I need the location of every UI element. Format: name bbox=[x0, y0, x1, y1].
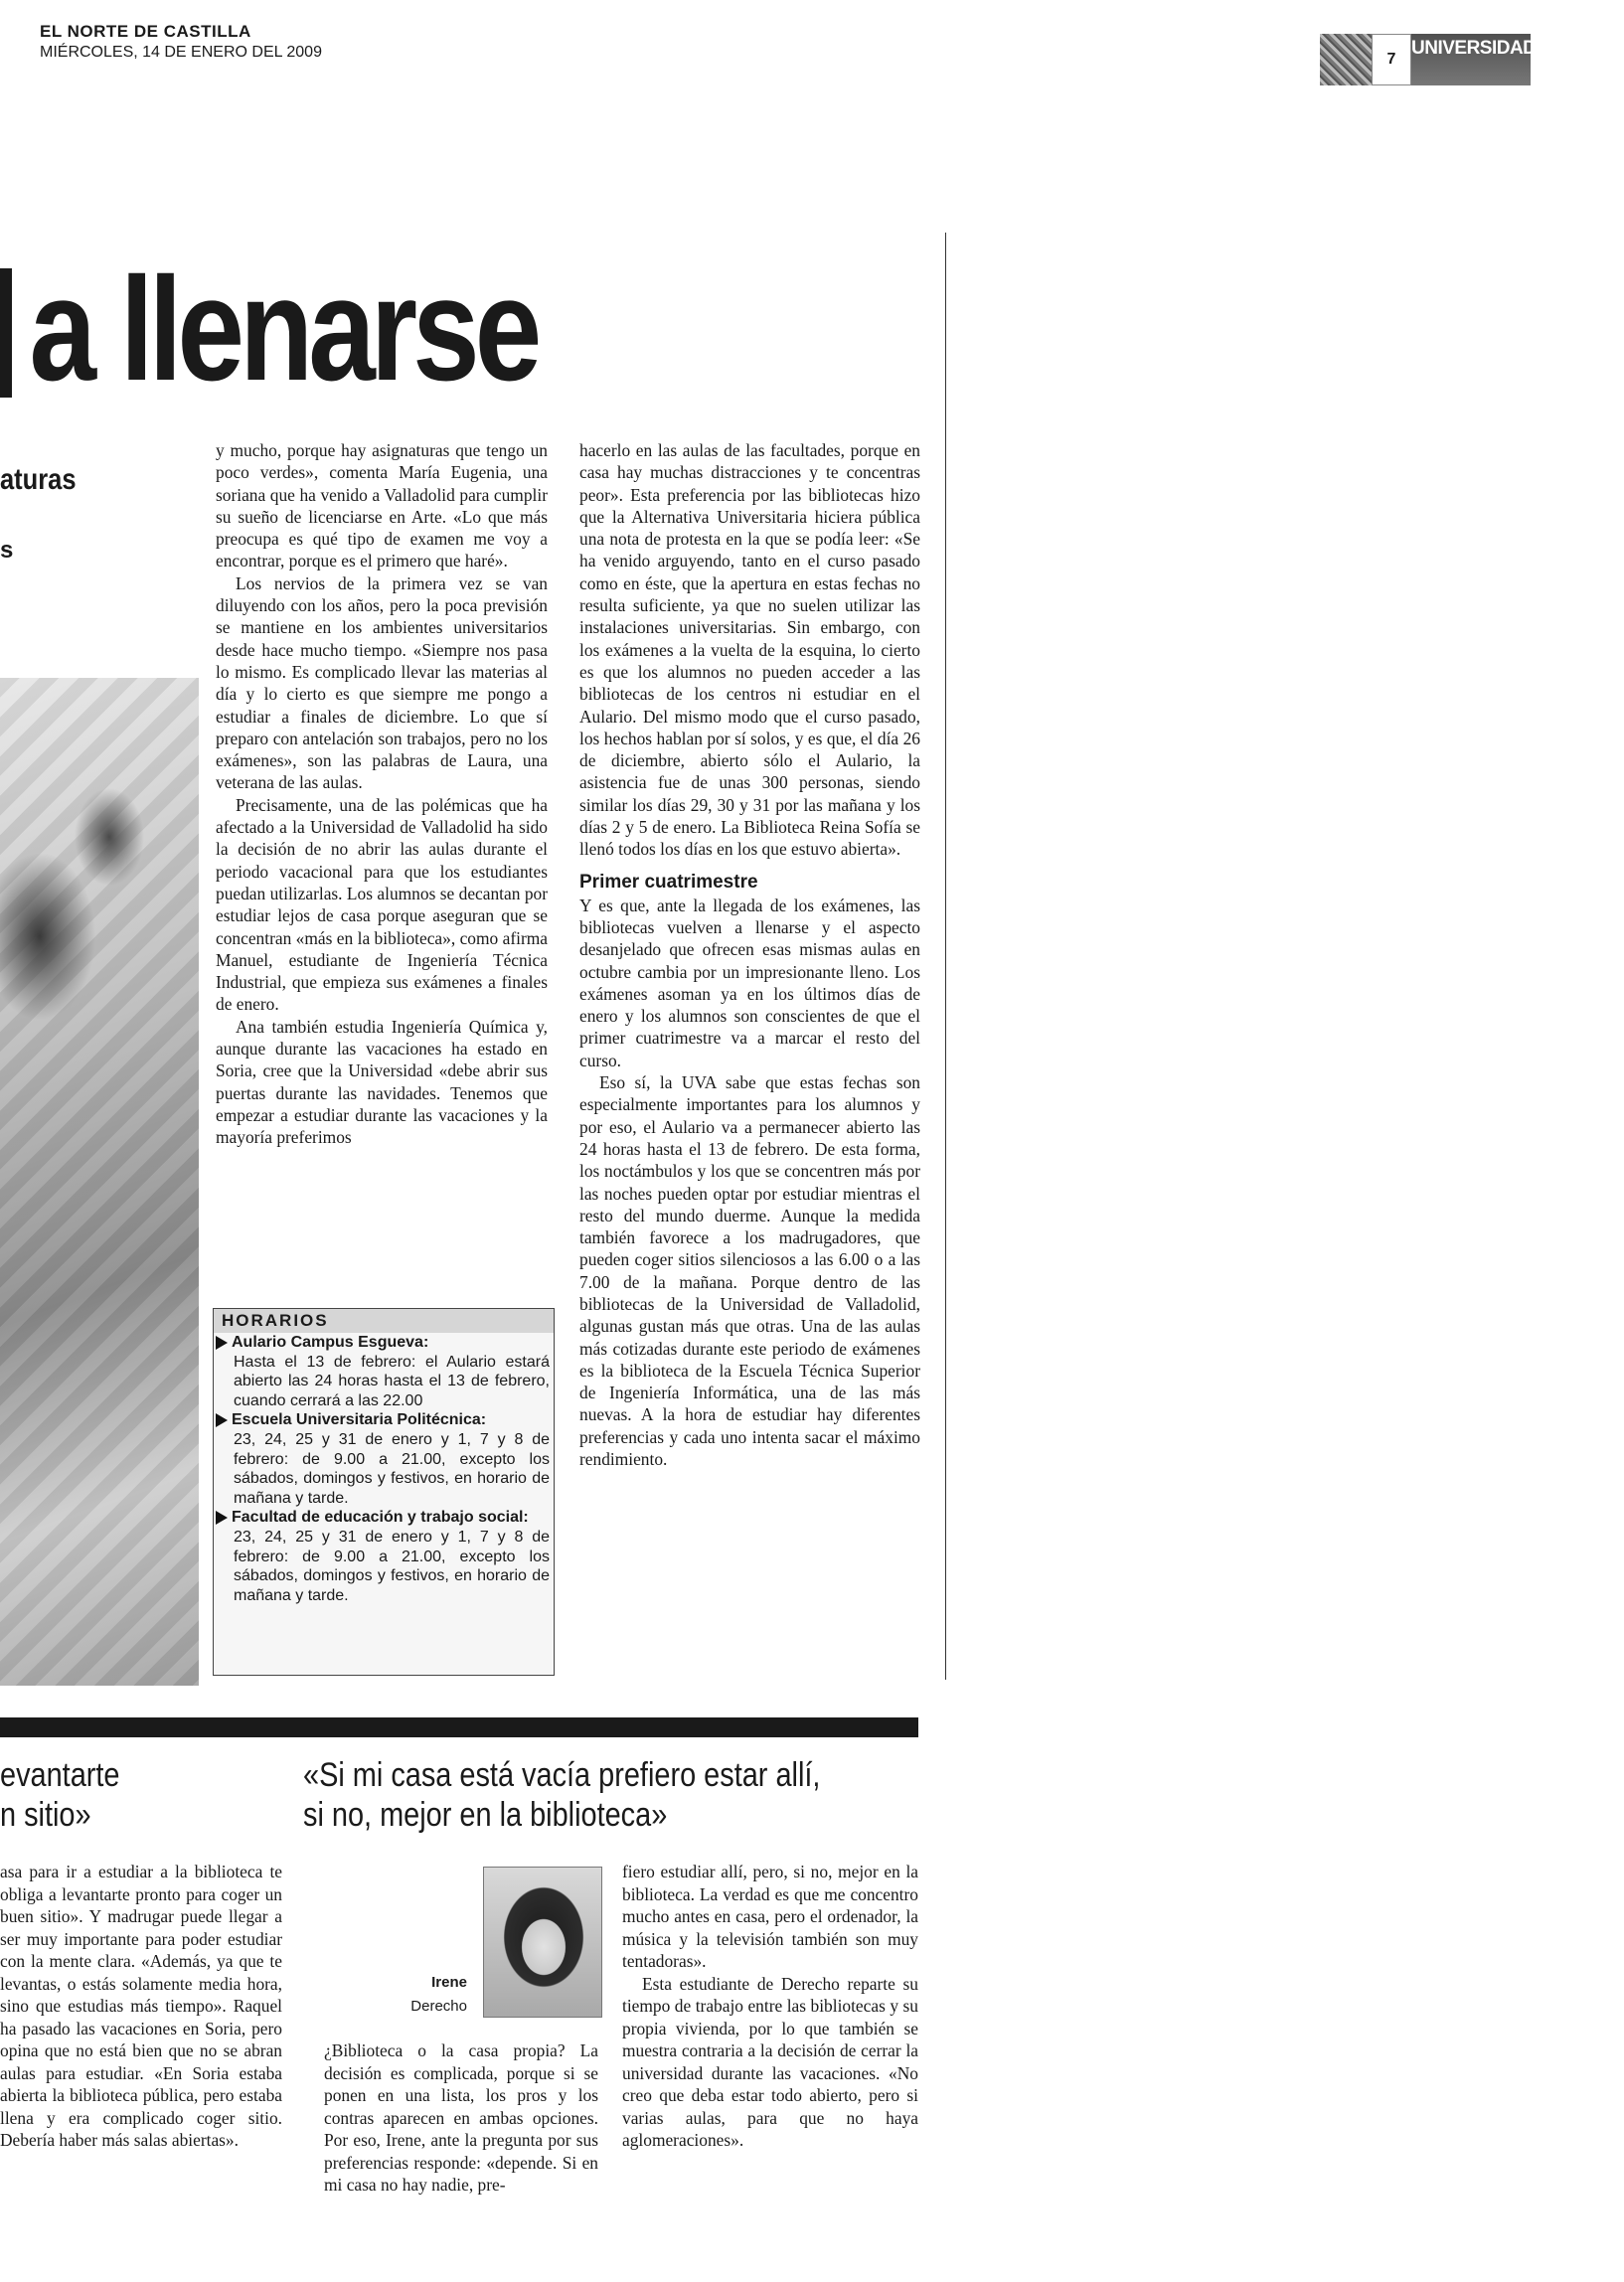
lower-column-2 bbox=[324, 2039, 598, 2197]
paragraph: Los nervios de la primera vez se van diluyendo con los años, pero la poca previsión se mantiene en los ambientes universitarios desde hace mucho tiempo. «Siempre nos pasa lo mismo. Es complicado llevar las materias al día y lo cierto es que siempre me pongo a estudiar a finales de diciembre. Lo que sí preparo con antelación son trabajos, pero no los exámenes», son las palabras de Laura, una veterana de las aulas. bbox=[216, 572, 548, 793]
paragraph: y mucho, porque hay asignaturas que tengo un poco verdes», comenta María Eugenia, una soriana que ha venido a Valladolid para cumplir su sueño de licenciarse en Arte. «Lo que más preocupa es qué tipo de examen me voy a encontrar, porque es el primero que haré». bbox=[216, 440, 548, 571]
horario-title: Facultad de educación y trabajo social: bbox=[232, 1509, 529, 1527]
section-label: UNIVERSIDAD bbox=[1411, 34, 1531, 85]
pull-quote-line: si no, mejor en la biblioteca» bbox=[303, 1796, 668, 1834]
portrait-caption-name: Irene bbox=[431, 1974, 467, 1991]
article-column-1 bbox=[216, 439, 548, 1149]
horario-entry bbox=[214, 1508, 554, 1605]
paragraph: ¿Biblioteca o la casa propia? La decisión es complicada, porque si se ponen en una lista, los pros y los contras aparecen en ambas opciones. Por eso, Irene, ante la pregunta por sus preferencias responde: «depende. Si en mi casa no hay nadie, pre- bbox=[324, 2040, 598, 2195]
subhead-fragment: aturas bbox=[0, 463, 77, 496]
issue-date: MIÉRCOLES, 14 DE ENERO DEL 2009 bbox=[40, 44, 322, 61]
pull-quote-line: n sitio» bbox=[0, 1796, 91, 1834]
student-photo bbox=[0, 678, 199, 1686]
horario-entry bbox=[214, 1333, 554, 1410]
lower-column-3 bbox=[622, 1861, 918, 2152]
paragraph: Precisamente, una de las polémicas que ha afectado a la Universidad de Valladolid ha sido la decisión de no abrir las aulas durante el periodo vacacional para que los estudiantes puedan utilizarlas. Los alumnos se decantan por estudiar lejos de casa porque aseguran que se concentran «más en la biblioteca», como afirma Manuel, estudiante de Ingeniería Técnica Industrial, que empieza sus exámenes a finales de enero. bbox=[216, 794, 548, 1015]
horarios-title: HORARIOS bbox=[214, 1309, 554, 1333]
horarios-box bbox=[213, 1308, 555, 1676]
arrow-right-icon bbox=[216, 1413, 228, 1427]
portrait-caption-role: Derecho bbox=[410, 1998, 467, 2015]
arrow-right-icon bbox=[216, 1336, 228, 1350]
paragraph: fiero estudiar allí, pero, si no, mejor en la biblioteca. La verdad es que me concentro mucho antes en casa, pero el ordenador, la música y la televisión también son muy tentadoras». bbox=[622, 1862, 918, 1971]
horario-title: Aulario Campus Esgueva: bbox=[232, 1334, 429, 1351]
lower-column-1 bbox=[0, 1861, 282, 2152]
paragraph: Esta estudiante de Derecho reparte su tiempo de trabajo entre las bibliotecas y su propia vivienda, por lo que también se muestra contraria a la decisión de cerrar la universidad durante las vacaciones. «No creo que deba estar todo abierto, pero si varias aulas, para que no haya aglomeraciones». bbox=[622, 1973, 918, 2150]
pull-quote-line: evantarte bbox=[0, 1756, 120, 1794]
section-subhead: Primer cuatrimestre bbox=[579, 871, 758, 893]
arrow-right-icon bbox=[216, 1511, 228, 1525]
paragraph: Y es que, ante la llegada de los exámenes, las bibliotecas vuelven a llenarse y el aspecto desanjelado que ofrecen esas mismas aulas en octubre cambia por un impresionante lleno. Los exámenes asoman ya en los últimos días de enero y los alumnos son conscientes de que el primer cuatrimestre va a marcar el resto del curso. bbox=[579, 895, 920, 1070]
horario-desc: 23, 24, 25 y 31 de enero y 1, 7 y 8 de febrero: de 9.00 a 21.00, excepto los sábados, domingos y festivos, en horario de mañana y tarde. bbox=[234, 1430, 550, 1507]
section-divider-bar bbox=[0, 1717, 918, 1737]
article-column-2 bbox=[579, 439, 920, 1470]
horario-entry bbox=[214, 1410, 554, 1508]
headline bbox=[0, 247, 538, 411]
horario-desc: 23, 24, 25 y 31 de enero y 1, 7 y 8 de febrero: de 9.00 a 21.00, excepto los sábados, domingos y festivos, en horario de mañana y tarde. bbox=[234, 1528, 550, 1604]
pull-quote-left bbox=[0, 1755, 120, 1835]
horario-title: Escuela Universitaria Politécnica: bbox=[232, 1411, 487, 1429]
paragraph: Eso sí, la UVA sabe que estas fechas son especialmente importantes para los alumnos y por eso, el Aulario va a permanecer abierto las 24 horas hasta el 13 de febrero. De esta forma, los noctámbulos y los que se concentren más por las noches pueden optar por estudiar mientras el resto del mundo duerme. Aunque la medida también favorece a los madrugadores, que pueden coger sitios silenciosos a las 6.00 o a las 7.00 de la mañana. Porque dentro de las bibliotecas de la Universidad de Valladolid, algunas gustan más que otras. Una de las aulas más cotizadas durante este periodo de exámenes es la biblioteca de la Escuela Técnica Superior de Ingeniería Informática, una de las más nuevas. A la hora de estudiar hay diferentes preferencias y cada uno intenta sacar el máximo rendimiento. bbox=[579, 1072, 920, 1470]
paragraph: Ana también estudia Ingeniería Química y, aunque durante las vacaciones ha estado en Soria, cree que la Universidad «debe abrir sus puertas durante las navidades. Tenemos que empezar a estudiar durante las vacaciones y la mayoría preferimos bbox=[216, 1016, 548, 1148]
newspaper-name: EL NORTE DE CASTILLA bbox=[40, 22, 251, 41]
pull-quote-right bbox=[303, 1755, 820, 1835]
column-divider bbox=[945, 233, 946, 1680]
section-photo-icon bbox=[1320, 34, 1372, 85]
paragraph: asa para ir a estudiar a la biblioteca te obliga a levantarte pronto para coger un buen sitio». Y madrugar puede llegar a ser muy importante para poder estudiar con la mente clara. «Además, ya que te levantas, o estás solamente media hora, sino que estudias más tiempo». Raquel ha pasado las vacaciones en Soria, pero opina que no está bien que no se abran aulas para estudiar. «En Soria estaba abierta la biblioteca pública, pero estaba llena y era complicado coger sitio. Debería haber más salas abiertas». bbox=[0, 1862, 282, 2150]
portrait-photo bbox=[483, 1867, 602, 2018]
pull-quote-line: «Si mi casa está vacía prefiero estar allí, bbox=[303, 1756, 821, 1794]
horario-desc: Hasta el 13 de febrero: el Aulario estará abierto las 24 horas hasta el 13 de febrero, cuando cerrará a las 22.00 bbox=[234, 1353, 550, 1409]
headline-text: a llenarse bbox=[29, 247, 538, 411]
paragraph: hacerlo en las aulas de las facultades, porque en casa hay muchas distracciones y te concentras peor». Esta preferencia por las bibliotecas hizo que la Alternativa Universitaria hiciera pública una nota de protesta en la que se podía leer: «Se ha venido arguyendo, tanto en el curso pasado como en éste, que la apertura en estas fechas no resulta suficiente, ya que no suelen utilizar las instalaciones universitarias. Sin embargo, con los exámenes a la vuelta de la esquina, lo cierto es que los alumnos no pueden acceder a las bibliotecas de los centros ni estudiar en el Aulario. Del mismo modo que el curso pasado, los hechos hablan por sí solos, y es que, el día 26 de diciembre, abierto sólo el Aulario, la asistencia fue de unas 300 personas, siendo similar los días 29, 30 y 31 por las mañana y los días 2 y 5 de enero. La Biblioteca Reina Sofía se llenó todos los días en los que estuvo abierta». bbox=[579, 440, 920, 860]
section-tab bbox=[1320, 34, 1537, 85]
page-number: 7 bbox=[1372, 34, 1411, 85]
subhead-fragment-2: s bbox=[0, 537, 14, 564]
